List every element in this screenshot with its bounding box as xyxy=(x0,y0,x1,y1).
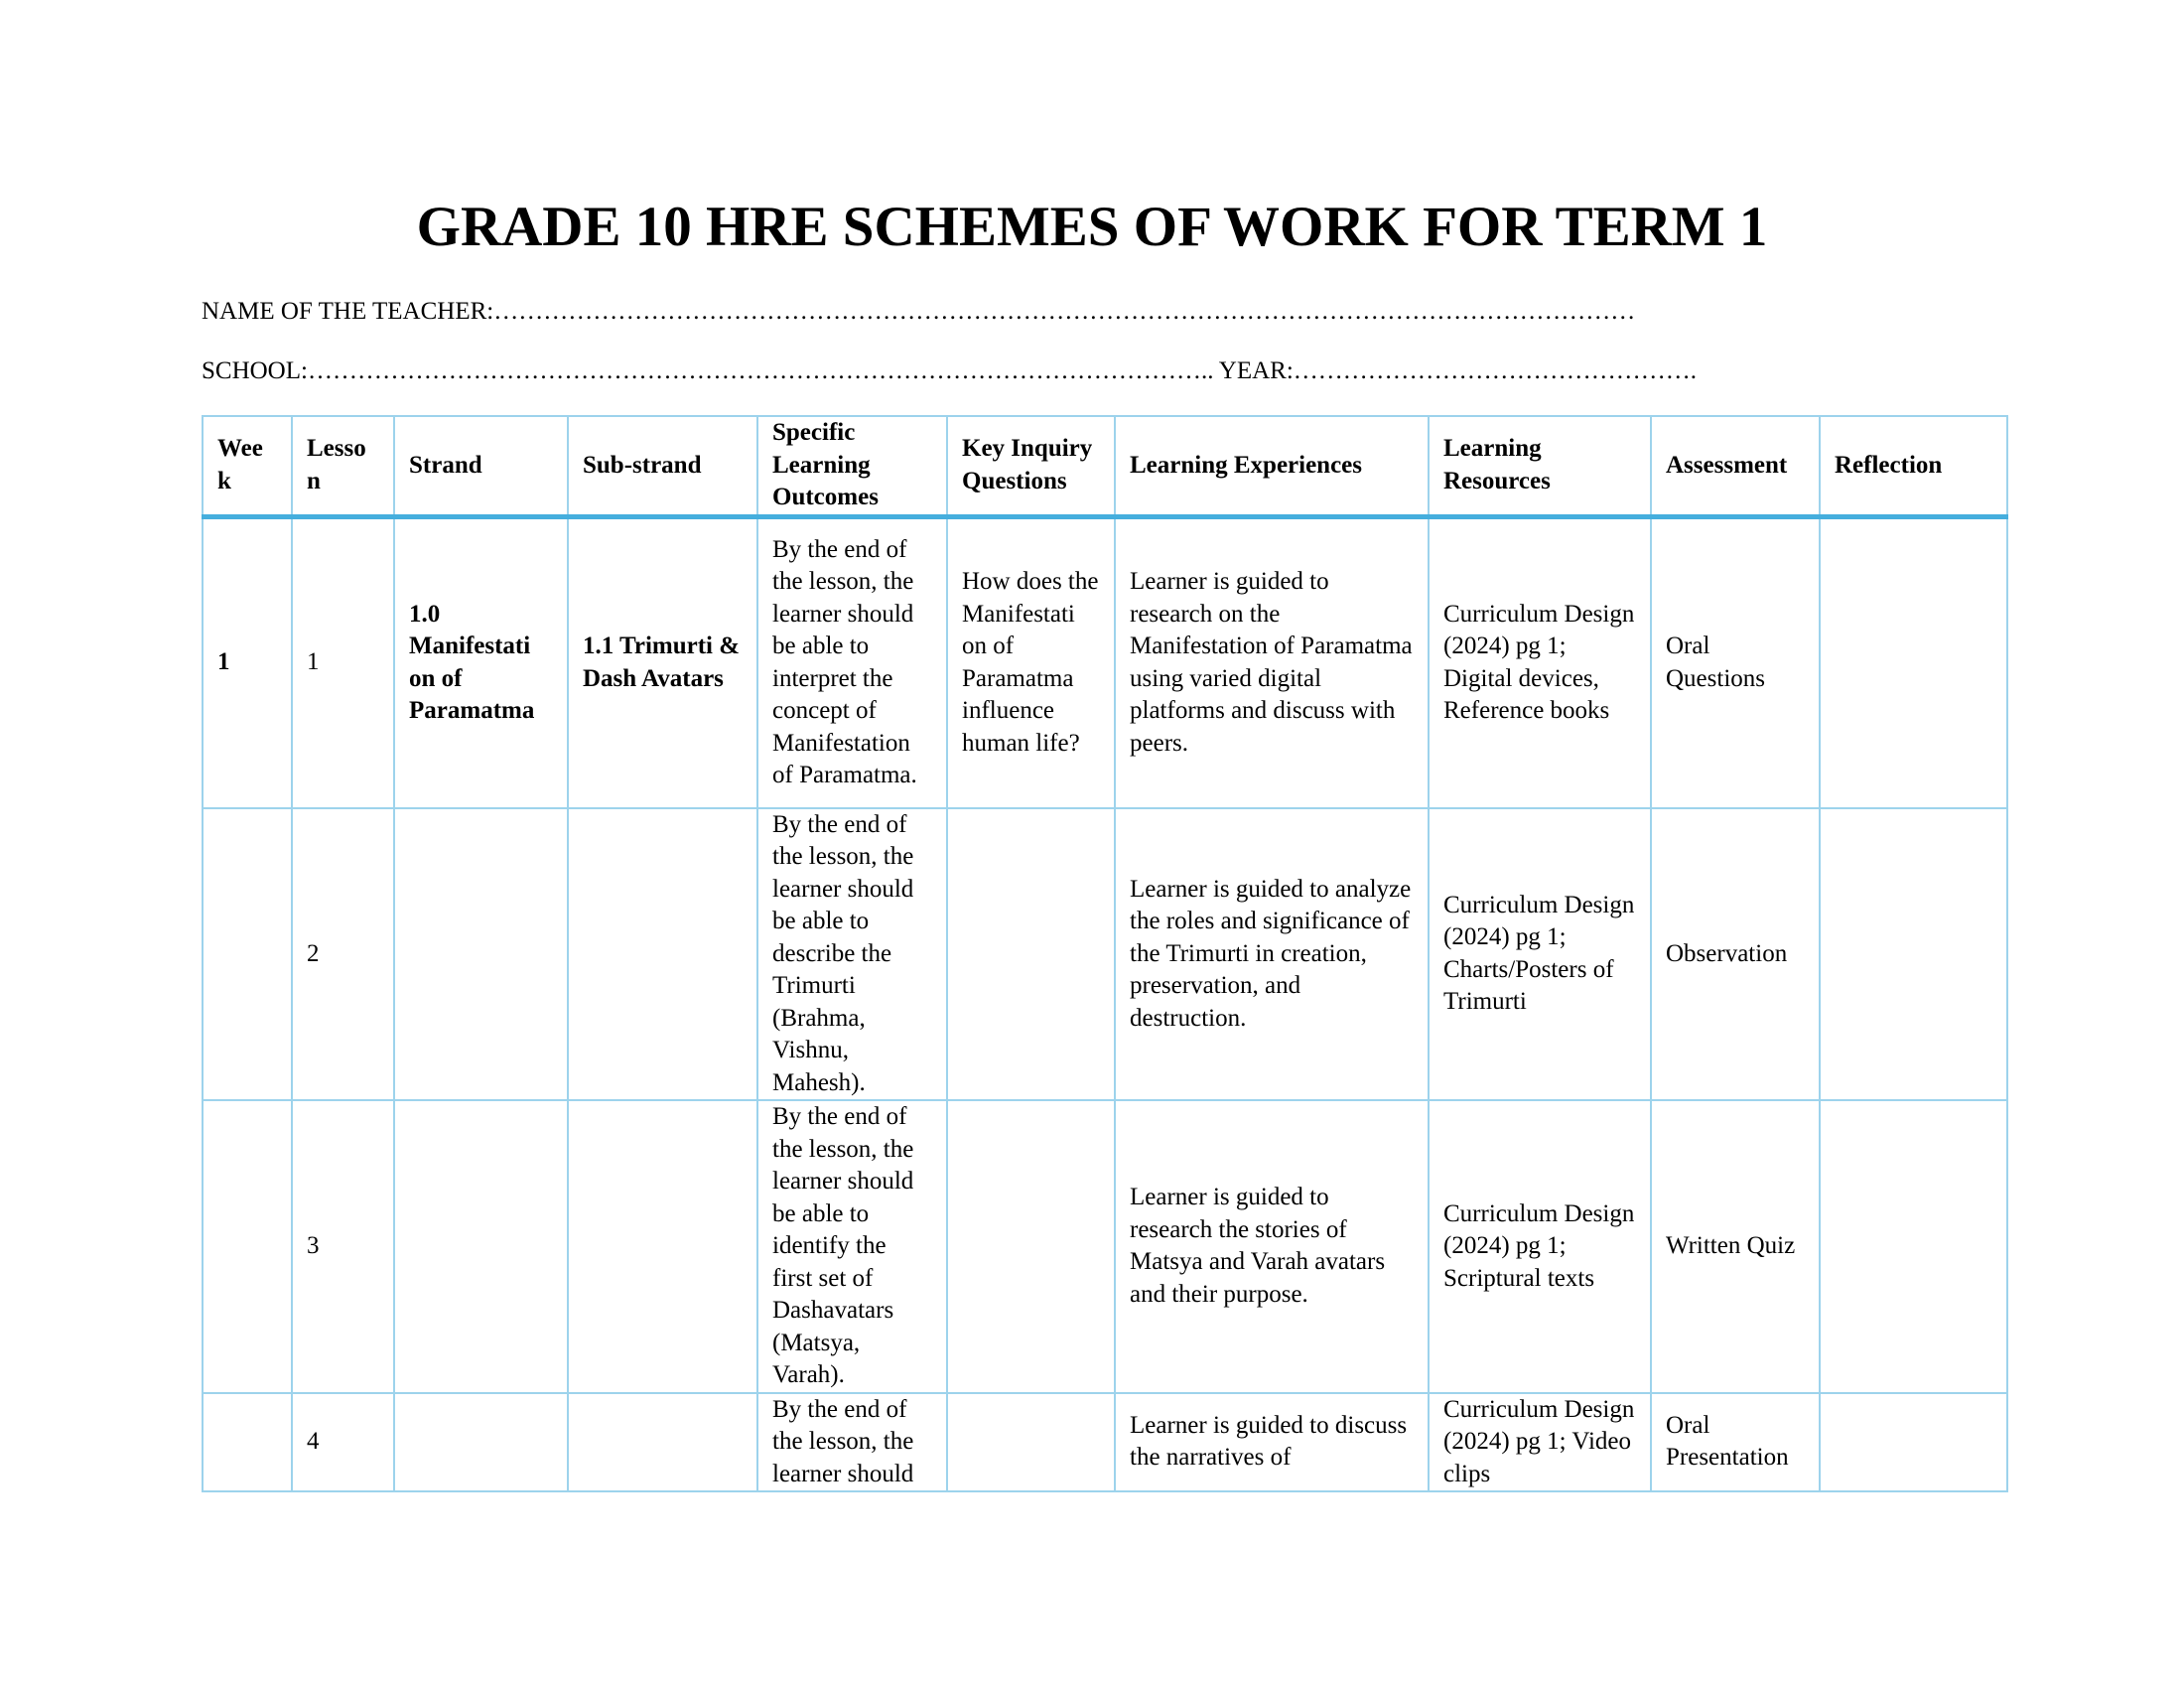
cell-reflection xyxy=(1820,1393,2007,1492)
header-strand: Strand xyxy=(394,416,568,516)
cell-sub-strand xyxy=(568,808,757,1101)
cell-experiences: Learner is guided to research on the Manifestation of Paramatma using varied digital platforms and discuss with peers. xyxy=(1115,516,1429,808)
header-outcomes: Specific Learning Outcomes xyxy=(757,416,947,516)
header-lesson: Lesso n xyxy=(292,416,394,516)
school-year-field: SCHOOL:……………………………………………………………………………………………….. YEAR:…………………………………………. xyxy=(202,357,1698,384)
header-assessment: Assessment xyxy=(1651,416,1820,516)
cell-inquiry xyxy=(947,808,1115,1101)
header-reflection: Reflection xyxy=(1820,416,2007,516)
cell-sub-strand xyxy=(568,1100,757,1393)
cell-lesson: 4 xyxy=(292,1393,394,1492)
cell-strand: 1.0 Manifestati on of Paramatma xyxy=(394,516,568,808)
table-header-row xyxy=(203,416,2007,516)
cell-strand xyxy=(394,808,568,1101)
cell-inquiry xyxy=(947,1393,1115,1492)
cell-sub-strand: 1.1 Trimurti & Dash Avatars xyxy=(568,516,757,808)
cell-assessment: Observation xyxy=(1651,808,1820,1101)
cell-inquiry: How does the Manifestati on of Paramatma influence human life? xyxy=(947,516,1115,808)
page-title: GRADE 10 HRE SCHEMES OF WORK FOR TERM 1 xyxy=(416,196,1768,258)
cell-week xyxy=(203,1393,292,1492)
header-resources: Learning Resources xyxy=(1429,416,1651,516)
cell-experiences: Learner is guided to analyze the roles and significance of the Trimurti in creation, preservation, and destruction. xyxy=(1115,808,1429,1101)
cell-outcomes: By the end of the lesson, the learner should xyxy=(757,1393,947,1492)
table-row xyxy=(203,1393,2007,1492)
cell-experiences: Learner is guided to discuss the narratives of xyxy=(1115,1393,1429,1492)
table-row xyxy=(203,516,2007,808)
cell-assessment: Written Quiz xyxy=(1651,1100,1820,1393)
cell-assessment: Oral Questions xyxy=(1651,516,1820,808)
cell-inquiry xyxy=(947,1100,1115,1393)
cell-strand xyxy=(394,1100,568,1393)
header-inquiry: Key Inquiry Questions xyxy=(947,416,1115,516)
cell-week xyxy=(203,1100,292,1393)
cell-outcomes: By the end of the lesson, the learner should be able to identify the first set of Dashavatars (Matsya, Varah). xyxy=(757,1100,947,1393)
cell-reflection xyxy=(1820,516,2007,808)
header-experiences: Learning Experiences xyxy=(1115,416,1429,516)
cell-lesson: 2 xyxy=(292,808,394,1101)
table-row xyxy=(203,1100,2007,1393)
table-row xyxy=(203,808,2007,1101)
cell-week xyxy=(203,808,292,1101)
teacher-name-field: NAME OF THE TEACHER:………………………………………………………………………………………………………………………… xyxy=(202,298,1636,325)
cell-lesson: 1 xyxy=(292,516,394,808)
cell-reflection xyxy=(1820,808,2007,1101)
cell-week: 1 xyxy=(203,516,292,808)
cell-resources: Curriculum Design (2024) pg 1; Charts/Posters of Trimurti xyxy=(1429,808,1651,1101)
cell-reflection xyxy=(1820,1100,2007,1393)
cell-resources: Curriculum Design (2024) pg 1; Scriptural texts xyxy=(1429,1100,1651,1393)
cell-assessment: Oral Presentation xyxy=(1651,1393,1820,1492)
cell-strand xyxy=(394,1393,568,1492)
cell-resources: Curriculum Design (2024) pg 1; Video clips xyxy=(1429,1393,1651,1492)
cell-sub-strand xyxy=(568,1393,757,1492)
header-week: Wee k xyxy=(203,416,292,516)
cell-outcomes: By the end of the lesson, the learner should be able to describe the Trimurti (Brahma, Vishnu, Mahesh). xyxy=(757,808,947,1101)
cell-experiences: Learner is guided to research the stories of Matsya and Varah avatars and their purpose. xyxy=(1115,1100,1429,1393)
header-sub-strand: Sub-strand xyxy=(568,416,757,516)
schemes-of-work-table xyxy=(202,415,2008,1492)
cell-outcomes: By the end of the lesson, the learner should be able to interpret the concept of Manifestation of Paramatma. xyxy=(757,516,947,808)
cell-resources: Curriculum Design (2024) pg 1; Digital devices, Reference books xyxy=(1429,516,1651,808)
cell-lesson: 3 xyxy=(292,1100,394,1393)
